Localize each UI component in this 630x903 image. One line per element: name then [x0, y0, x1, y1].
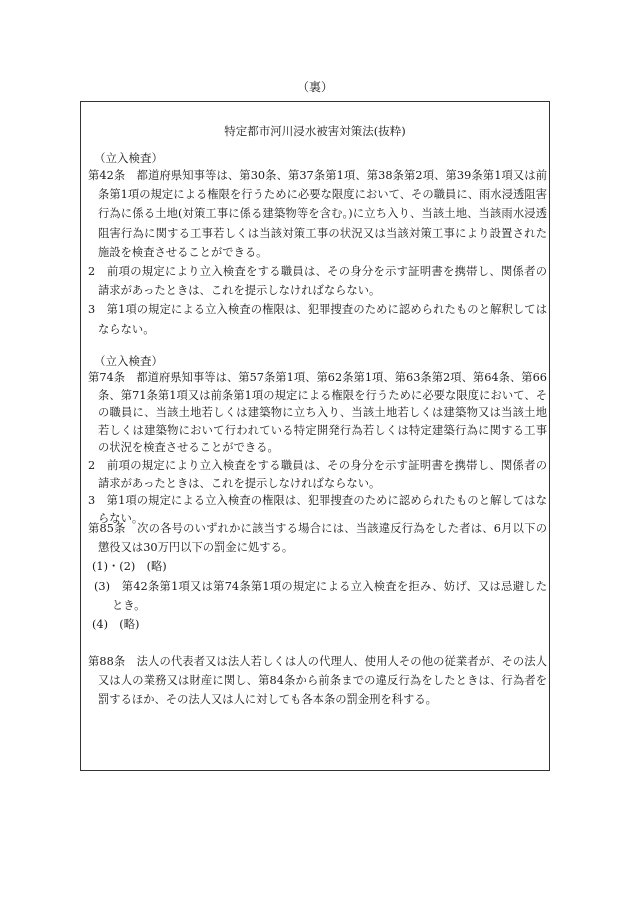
- article-88-section: [88, 652, 547, 710]
- article-85-section: [88, 519, 547, 634]
- article-paragraph: 2 前項の規定により立入検査をする職員は、その身分を示す証明書を携帯し、関係者の請求があったときは、これを提示しなければならない。: [88, 265, 547, 298]
- article-item: (1)・(2) (略): [92, 560, 167, 574]
- article-74-section: [88, 353, 547, 527]
- article-paragraph: 3 第1項の規定による立入検査の権限は、犯罪捜査のために認められたものと解してはならない。: [88, 494, 547, 525]
- article-paragraph: 2 前項の規定により立入検査をする職員は、その身分を示す証明書を携帯し、関係者の請求があったときは、これを提示しなければならない。: [88, 458, 547, 490]
- article-paragraph: 第74条 都道府県知事等は、第57条第1項、第62条第1項、第63条第2項、第64条、第66条、第71条第1項又は前条第1項の規定による権限を行うために必要な限度において、その職員に、当該土地若しくは建築物に立ち入り、当該土地若しくは建築物又は当該土地若しくは建築物において行われている特定開発行為若しくは特定建築行為に関する工事の状況を検査させることができる。: [88, 371, 547, 455]
- document-title: 特定都市河川浸水被害対策法(抜粋): [224, 124, 406, 138]
- article-item: (4) (略): [92, 618, 140, 632]
- document-frame: [80, 101, 550, 771]
- article-item: (3) 第42条第1項又は第74条第1項の規定による立入検査を拒み、妨げ、又は忌避したとき。: [94, 579, 547, 612]
- article-paragraph: 第42条 都道府県知事等は、第30条、第37条第1項、第38条第2項、第39条第1項又は前条第1項の規定による権限を行うために必要な限度において、その職員に、雨水浸透阻害行為に係る土地(対策工事に係る建築物等を含む。)に立ち入り、当該土地、当該雨水浸透阻害行為に関する工事若しくは当該対策工事の状況又は当該対策工事により設置された施設を検査させることができる。: [88, 169, 547, 259]
- article-paragraph: 3 第1項の規定による立入検査の権限は、犯罪捜査のために認められたものと解釈してはならない。: [88, 303, 547, 336]
- article-42-section: [88, 150, 547, 339]
- page-side-label: （裏）: [296, 80, 333, 94]
- section-heading: （立入検査）: [94, 151, 163, 165]
- article-paragraph: 第88条 法人の代表者又は法人若しくは人の代理人、使用人その他の従業者が、その法人又は人の業務又は財産に関し、第84条から前条までの違反行為をしたときは、行為者を罰するほか、その法人又は人に対しても各本条の罰金刑を科する。: [88, 655, 547, 707]
- article-paragraph: 第85条 次の各号のいずれかに該当する場合には、当該違反行為をした者は、6月以下の懲役又は30万円以下の罰金に処する。: [88, 522, 547, 555]
- section-heading: （立入検査）: [94, 354, 163, 368]
